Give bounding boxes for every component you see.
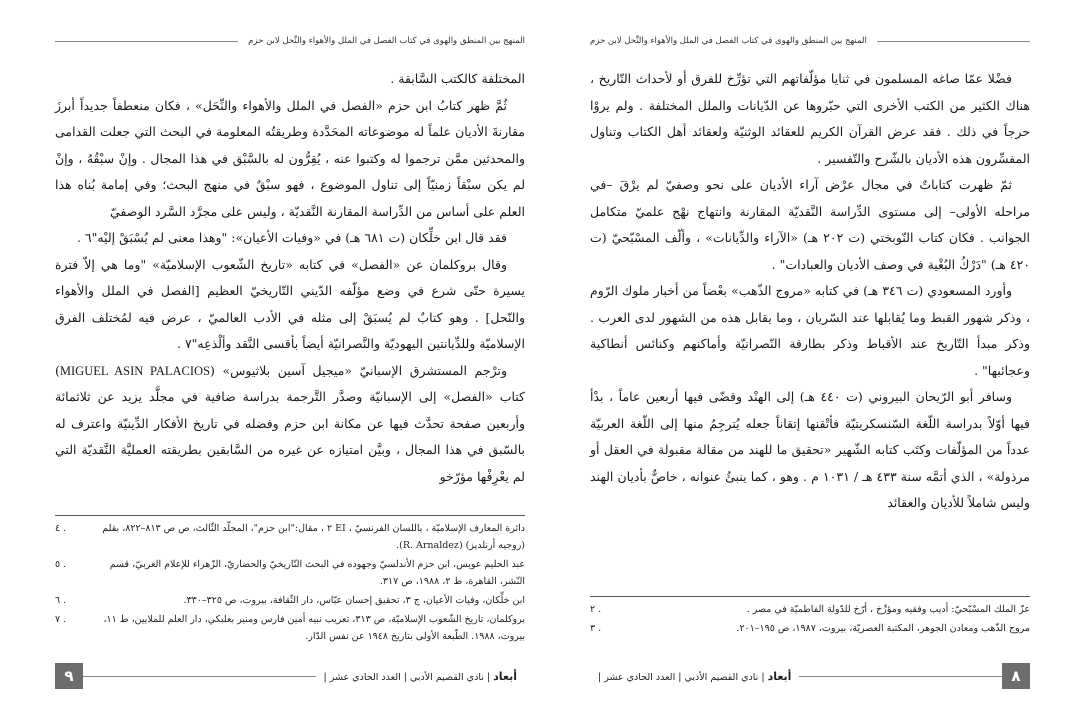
footnotes xyxy=(590,601,1030,639)
footer-rule xyxy=(83,676,316,677)
paragraph: فضْلا عمّا صاغه المسلمون في ثنايا مؤلّفاتهم التي تؤرِّخ للفرق أو لأحداث التّاريخ ، هناك الكثير من الكتب الأخرى التي حبّروها عن الدّيانات والملل المختلفة . ولم يروْا حرجاً في ذلك . فقد عرض القرآن الكريم للعقائد الوثنيّة ولعقائد أهل الكتاب وتناول المفسِّرون هذه الأديان بالشّرح والتّفسير . xyxy=(590,71,1030,166)
footnote-number: ٥ . xyxy=(55,559,67,570)
body-text xyxy=(55,66,525,490)
latin-name: MIGUEL ASIN PALACIOS xyxy=(59,363,211,378)
running-head-title: المنهج بين المنطق والهوى في كتاب الفصل في الملل والأهواء والنِّحل لابن حزم xyxy=(590,36,867,46)
paragraph: فقد قال ابن خلِّكان (ت ٦٨١ هـ) في «وفيات الأعيان»: "وهذا معنى لم يُسْبَقْ إليْه"٦ . xyxy=(76,230,507,245)
footnote-rule xyxy=(55,515,525,516)
footnote-text: ابن خلِّكان، وفيات الأعيان، ج ٣، تحقيق إحسان عبّاس، دار الثّقافة، بيروت، ص ٣٢٥–٣٣٠. xyxy=(183,595,525,606)
page-number: ٩ xyxy=(55,663,83,689)
left-page xyxy=(55,0,525,724)
running-head-rule xyxy=(55,41,238,42)
footer-brand: أبعاد xyxy=(767,669,792,683)
page-number: ٨ xyxy=(1002,663,1030,689)
footnotes xyxy=(55,520,525,647)
page-footer xyxy=(55,663,525,689)
paragraph: وترْجم المستشرق الإسبانيّ «ميجيل آسين بلاثيوس» (MIGUEL ASIN PALACIOS) كتاب «الفصل» إلى الإسبانيّة وصدَّر التَّرجمة بدراسة ضافية في مجلَّد يزيد عن ثلاثمائة وأربعين صفحة تحدَّث فيها عن مكانة ابن حزم وفضله في تاريخ الأفكار الدِّينيّة واعترف له بالسّبق في هذا المجال ، وبيَّن امتيازه عن غيره من السَّابقين بطريقته العمليَّة النَّقديّة التي لم يعْرِفْها مؤرّخو xyxy=(55,362,525,484)
footnote xyxy=(55,520,525,554)
footnote-text: مروج الذّهب ومعادن الجوهر، المكتبة العصريّة، بيروت، ١٩٨٧، ص ١٩٥–٢٠١. xyxy=(736,623,1030,634)
paragraph: وقال بروكلمان عن «الفصل» في كتابه «تاريخ الشّعوب الإسلاميّة» "وما هي إلاّ فترة يسيرة حتّى شرع في وضع مؤلّفه الدّيني التّاريخيّ العظيم [الفصل في الملل والأهواء والنّحل] . وهو كتابٌ لم يُسبَقْ إلى مثله في الأدب العالميّ ، عرض فيه لمُختلف الفرق الإسلاميّة وللدِّيانتين اليهوديّة والنَّصرانيّة أيضاً بأقسى النَّقد وألْذعِه"٧ . xyxy=(55,256,525,351)
footnote xyxy=(55,592,525,609)
footer-rule xyxy=(799,676,1002,677)
footnote-text: بروكلمان، تاريخ الشّعوب الإسلاميّة، ص ٣١٣، تعريب نبيه أمين فارس ومنير بعلبكي، دار العلم للملايين، ط ١١، بيروت، ١٩٨٨. الطّبعة الأولى بتاريخ ١٩٤٨ عن نفس الدّار. xyxy=(103,614,525,642)
footnote xyxy=(55,611,525,645)
footnote-text: عزّ الملك المسْبّحيّ: أديب وفقيه ومؤرِّخ ، أرّخ للدّولة الفاطميّة في مصر . xyxy=(746,604,1030,615)
footer-issue: | نادي القصيم الأدبي | العدد الحادي عشر | xyxy=(598,671,765,683)
footnote-number: ٦ . xyxy=(55,595,67,606)
paragraph: وسافر أبو الرّيحان البيروني (ت ٤٤٠ هـ) إلى الهنْد وقضّى فيها أربعين عاماً ، بدْأ فيها أوّلاً بدراسة اللّغة السّنسكريتيّة فأتْقنها إتقاناً جعله يُترجِمُ منها إلى اللّغة العربيّة عدداً من المؤلّفات وكتَب كتابه الشّهير «تحقيق ما للهند من مقالة مقبولة في العقل أو مرذولة» ، الذي أتمَّه سنة ٤٣٣ هـ / ١٠٣١ م . وهو ، كما ينبئُ عنوانه ، خاصٌّ بأديان الهند وليس شاملاً للأديان والعقائد xyxy=(590,389,1030,510)
paragraph: ثُمَّ ظهر كتابُ ابن حزم «الفصل في الملل والأهواء والنِّحَل» ، فكان منعطفاً جديداً أبرزَ مقارنةَ الأديان علماً له موضوعاته المحَدَّدة وطريقتُه المعلومة في البحث التي جعلت القدامى والمحدثين ممَّن ترجموا له وكتبوا عنه ، يُقِرُّون له بالسَّبْق في هذا المجال . وإنْ سبْقُهُ ، وإنْ لم يكن سبْقاً زمنيّاً إلى تناول الموضوع ، فهو سبْقٌ في منهج البحث؛ وفي إمامة بُناه هذا العلم على أساس من الدِّراسة المقارنة النَّقديّة ، وليس على مجرَّد السَّرد الوصفيّ xyxy=(55,97,525,219)
footnote xyxy=(55,556,525,590)
running-head-rule xyxy=(877,41,1030,42)
footer-issue: | نادي القصيم الأدبي | العدد الحادي عشر | xyxy=(323,671,491,683)
right-page xyxy=(590,0,1030,724)
paragraph: ثمّ ظهرت كتاباتٌ في مجال عرْض آراء الأديان على نحو وصفيّ لم يرْقَ –في مراحله الأولى– إلى مستوى الدِّراسة النَّقديّة المقارنة وانتهاج نهْج علميّ متكامل الجوانب . فكان كتاب النّوبختي (ت ٢٠٢ هـ) «الآراء والدِّيانات» ، وألّف المسْبّحيّ (ت ٤٢٠ هـ) "دَرْكُ البُغْية في وصف الأديان والعبادات" . xyxy=(590,177,1030,272)
paragraph: المختلفة كالكتب السَّابقة . xyxy=(390,71,525,86)
footnote-rule xyxy=(590,596,1030,597)
page-footer xyxy=(590,663,1030,689)
footnote xyxy=(590,601,1030,618)
footer-brand: أبعاد xyxy=(493,669,517,683)
footnote-number: ٣ . xyxy=(590,623,602,634)
footnote xyxy=(590,620,1030,637)
footer-journal xyxy=(316,670,525,683)
footnote-text: عبد الحليم عويس، ابن حزم الأندلسيّ وجهوده في البحث التّاريخيّ والحضاريّ، الزّهراء للإعلام العربيّ، قسم النّشر، القاهرة، ط ٢، ١٩٨٨، ص ٣١٧. xyxy=(109,559,525,587)
footnote-text: دائرة المعارف الإسلاميّة ، باللسان الفرنسيّ ، EI ٢ ، مقال:"ابن حزم"، المجلّد الثّالث، ص ص ٨١٣–٨٢٢، بقلم (روجيه أرنلديز) (R. Arnaldez). xyxy=(102,523,525,551)
footnote-number: ٤ . xyxy=(55,523,67,534)
footer-journal xyxy=(590,670,799,683)
running-head xyxy=(590,36,1030,46)
footnote-number: ٢ . xyxy=(590,604,602,615)
body-text xyxy=(590,66,1030,517)
paragraph: وأورد المسعودي (ت ٣٤٦ هـ) في كتابه «مروج الذّهب» بعْضاً من أخبار ملوك الرّوم ، وذكر شهور القبط وما يُقابلها عند السّريان ، وما يقابل هذه من الشهور لدى العرب . وذكر مبدأ التّاريخ عند الأقباط وذكر بطارقة النّصرانيّة وأماكنهم وكنائس أنطاكية وعجائبها" . xyxy=(590,283,1030,378)
footnote-number: ٧ . xyxy=(55,614,67,625)
running-head xyxy=(55,36,525,46)
running-head-title: المنهج بين المنطق والهوى في كتاب الفصل في الملل والأهواء والنِّحل لابن حزم xyxy=(248,36,525,46)
